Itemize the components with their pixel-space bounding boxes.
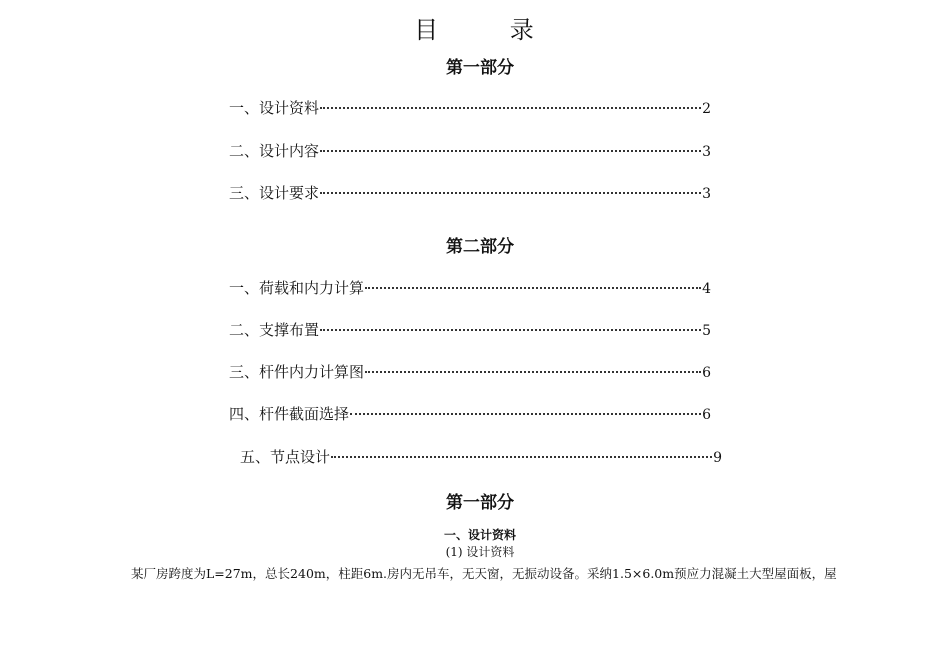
toc-entry[interactable] xyxy=(229,182,711,203)
toc-entry-label: 一、荷载和内力计算 xyxy=(229,279,365,297)
toc-entry[interactable] xyxy=(240,446,722,467)
toc-entry-label: 三、杆件内力计算图 xyxy=(229,363,365,381)
section-subheading: 一、设计资料 xyxy=(443,528,516,542)
toc-entry-page: 5 xyxy=(702,323,711,339)
toc-entry[interactable] xyxy=(229,277,711,298)
toc-entry-label: 四、杆件截面选择 xyxy=(229,405,350,423)
section-heading: 第一部分 xyxy=(446,493,514,513)
toc-leader-dots xyxy=(320,192,701,194)
toc-entry-label: 一、设计资料 xyxy=(229,99,320,117)
section-subsubheading: (1) 设计资料 xyxy=(445,545,515,559)
toc-entry-label: 二、设计内容 xyxy=(229,142,320,160)
toc-entry-label: 五、节点设计 xyxy=(240,448,331,466)
toc-entry-page: 4 xyxy=(702,281,711,297)
toc-entry-page: 3 xyxy=(702,186,711,202)
part-one-heading: 第一部分 xyxy=(446,58,514,78)
toc-entry-page: 6 xyxy=(702,365,711,381)
toc-leader-dots xyxy=(320,107,701,109)
toc-entry[interactable] xyxy=(229,361,711,382)
toc-entry-page: 9 xyxy=(713,450,722,466)
toc-entry-page: 6 xyxy=(702,407,711,423)
toc-entry-label: 三、设计要求 xyxy=(229,184,320,202)
body-paragraph: 某厂房跨度为L=27m，总长240m，柱距6m.房内无吊车，无天窗，无振动设备。采纳1.5×6.0m预应力混凝土大型屋面板，屋 xyxy=(131,566,837,581)
part-two-heading: 第二部分 xyxy=(446,237,514,257)
toc-leader-dots xyxy=(365,371,701,373)
toc-leader-dots xyxy=(331,456,712,458)
toc-entry-page: 2 xyxy=(702,101,711,117)
toc-leader-dots xyxy=(320,150,701,152)
toc-entry[interactable] xyxy=(229,319,711,340)
toc-leader-dots xyxy=(350,413,701,415)
toc-entry[interactable] xyxy=(229,403,711,424)
toc-entry-page: 3 xyxy=(702,144,711,160)
toc-entry[interactable] xyxy=(229,140,711,161)
document-title: 目 录 xyxy=(414,16,536,44)
toc-leader-dots xyxy=(365,287,701,289)
toc-entry-label: 二、支撑布置 xyxy=(229,321,320,339)
toc-entry[interactable] xyxy=(229,97,711,118)
toc-leader-dots xyxy=(320,329,701,331)
